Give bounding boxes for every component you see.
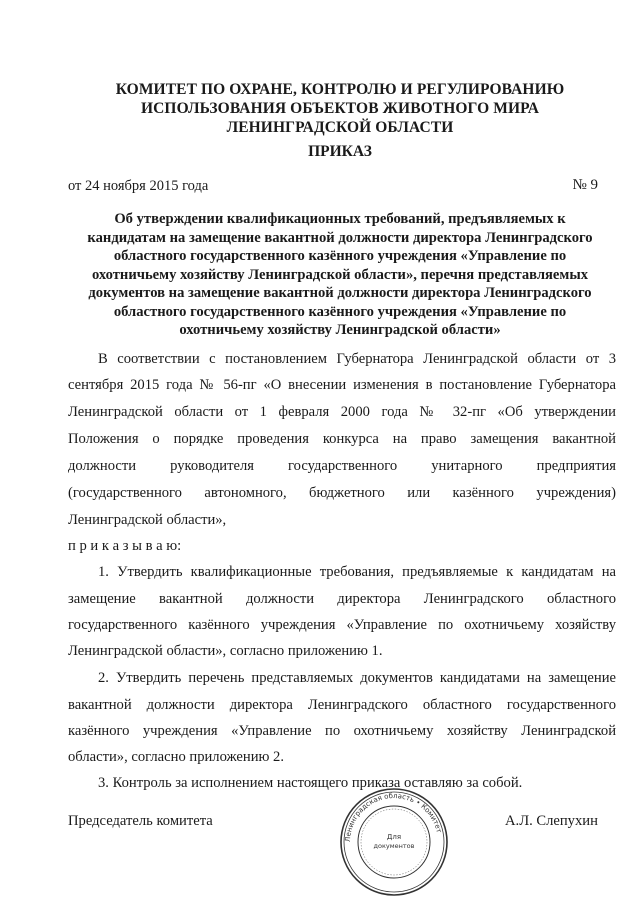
preamble-line: (государственного автономного, бюджетного или казённого учреждения) — [68, 485, 616, 501]
item-2-line: области», согласно приложению 2. — [68, 749, 285, 765]
item-3-line: 3. Контроль за исполнением настоящего приказа оставляю за собой. — [98, 775, 523, 791]
preamble-line: В соответствии с постановлением Губернатора Ленинградской области от 3 — [98, 351, 616, 367]
item-2-line: казённого учреждения «Управление по охотничьему хозяйству Ленинградской — [68, 723, 616, 739]
subject-line: областного государственного казённого учреждения «Управление по — [113, 303, 567, 320]
item-2-line: 2. Утвердить перечень представляемых документов кандидатами на замещение — [98, 670, 616, 686]
official-seal-stamp — [338, 786, 450, 898]
signature-position: Председатель комитета — [68, 813, 213, 829]
preamble-line: Ленинградской области», — [68, 512, 227, 528]
preamble-line: Положения о порядке проведения конкурса на право замещения вакантной — [68, 431, 616, 447]
item-1-line: государственного казённого учреждения «Управление по охотничьему хозяйству — [68, 617, 616, 633]
subject-line: Об утверждении квалификационных требований, предъявляемых к — [114, 211, 566, 227]
subject-line: областного государственного казённого учреждения «Управление по — [113, 248, 567, 264]
preamble-line: сентября 2015 года № 56-пг «О внесении изменения в постановление Губернатора — [68, 377, 616, 393]
seal-center-text-2: документов — [373, 842, 415, 850]
seal-outer-text: Ленинградская область • Комитет — [343, 791, 443, 843]
subject-line: охотничьему хозяйству Ленинградской области», перечня представляемых — [91, 266, 589, 283]
document-title: ПРИКАЗ — [308, 143, 372, 160]
header-line-2: ИСПОЛЬЗОВАНИЯ ОБЪЕКТОВ ЖИВОТНОГО МИРА — [140, 100, 540, 117]
preamble-line: должности руководителя государственного унитарного предприятия — [68, 458, 616, 474]
item-1-line: 1. Утвердить квалификационные требования, предъявляемые к кандидатам на — [98, 564, 616, 580]
preamble-line: Ленинградской области от 1 февраля 2000 года № 32-пг «Об утверждении — [68, 404, 616, 420]
subject-line: кандидатам на замещение вакантной должности директора Ленинградского — [87, 229, 593, 246]
order-subject — [62, 210, 618, 340]
seal-center-text-1: Для — [386, 833, 402, 841]
item-1-line: Ленинградской области», согласно приложению 1. — [68, 643, 383, 659]
order-number: № 9 — [572, 177, 598, 193]
order-word: п р и к а з ы в а ю: — [68, 538, 182, 554]
subject-line: документов на замещение вакантной должности директора Ленинградского — [88, 285, 592, 301]
signature-name: А.Л. Слепухин — [505, 813, 598, 829]
header-line-3: ЛЕНИНГРАДСКОЙ ОБЛАСТИ — [226, 119, 454, 136]
subject-line: охотничьему хозяйству Ленинградской области» — [179, 322, 501, 338]
header-line-1: КОМИТЕТ ПО ОХРАНЕ, КОНТРОЛЮ И РЕГУЛИРОВАНИЮ — [115, 81, 565, 98]
order-date: от 24 ноября 2015 года — [68, 178, 209, 194]
item-2-line: вакантной должности директора Ленинградского областного государственного — [68, 697, 616, 713]
item-1-line: замещение вакантной должности директора Ленинградского областного — [68, 591, 616, 607]
